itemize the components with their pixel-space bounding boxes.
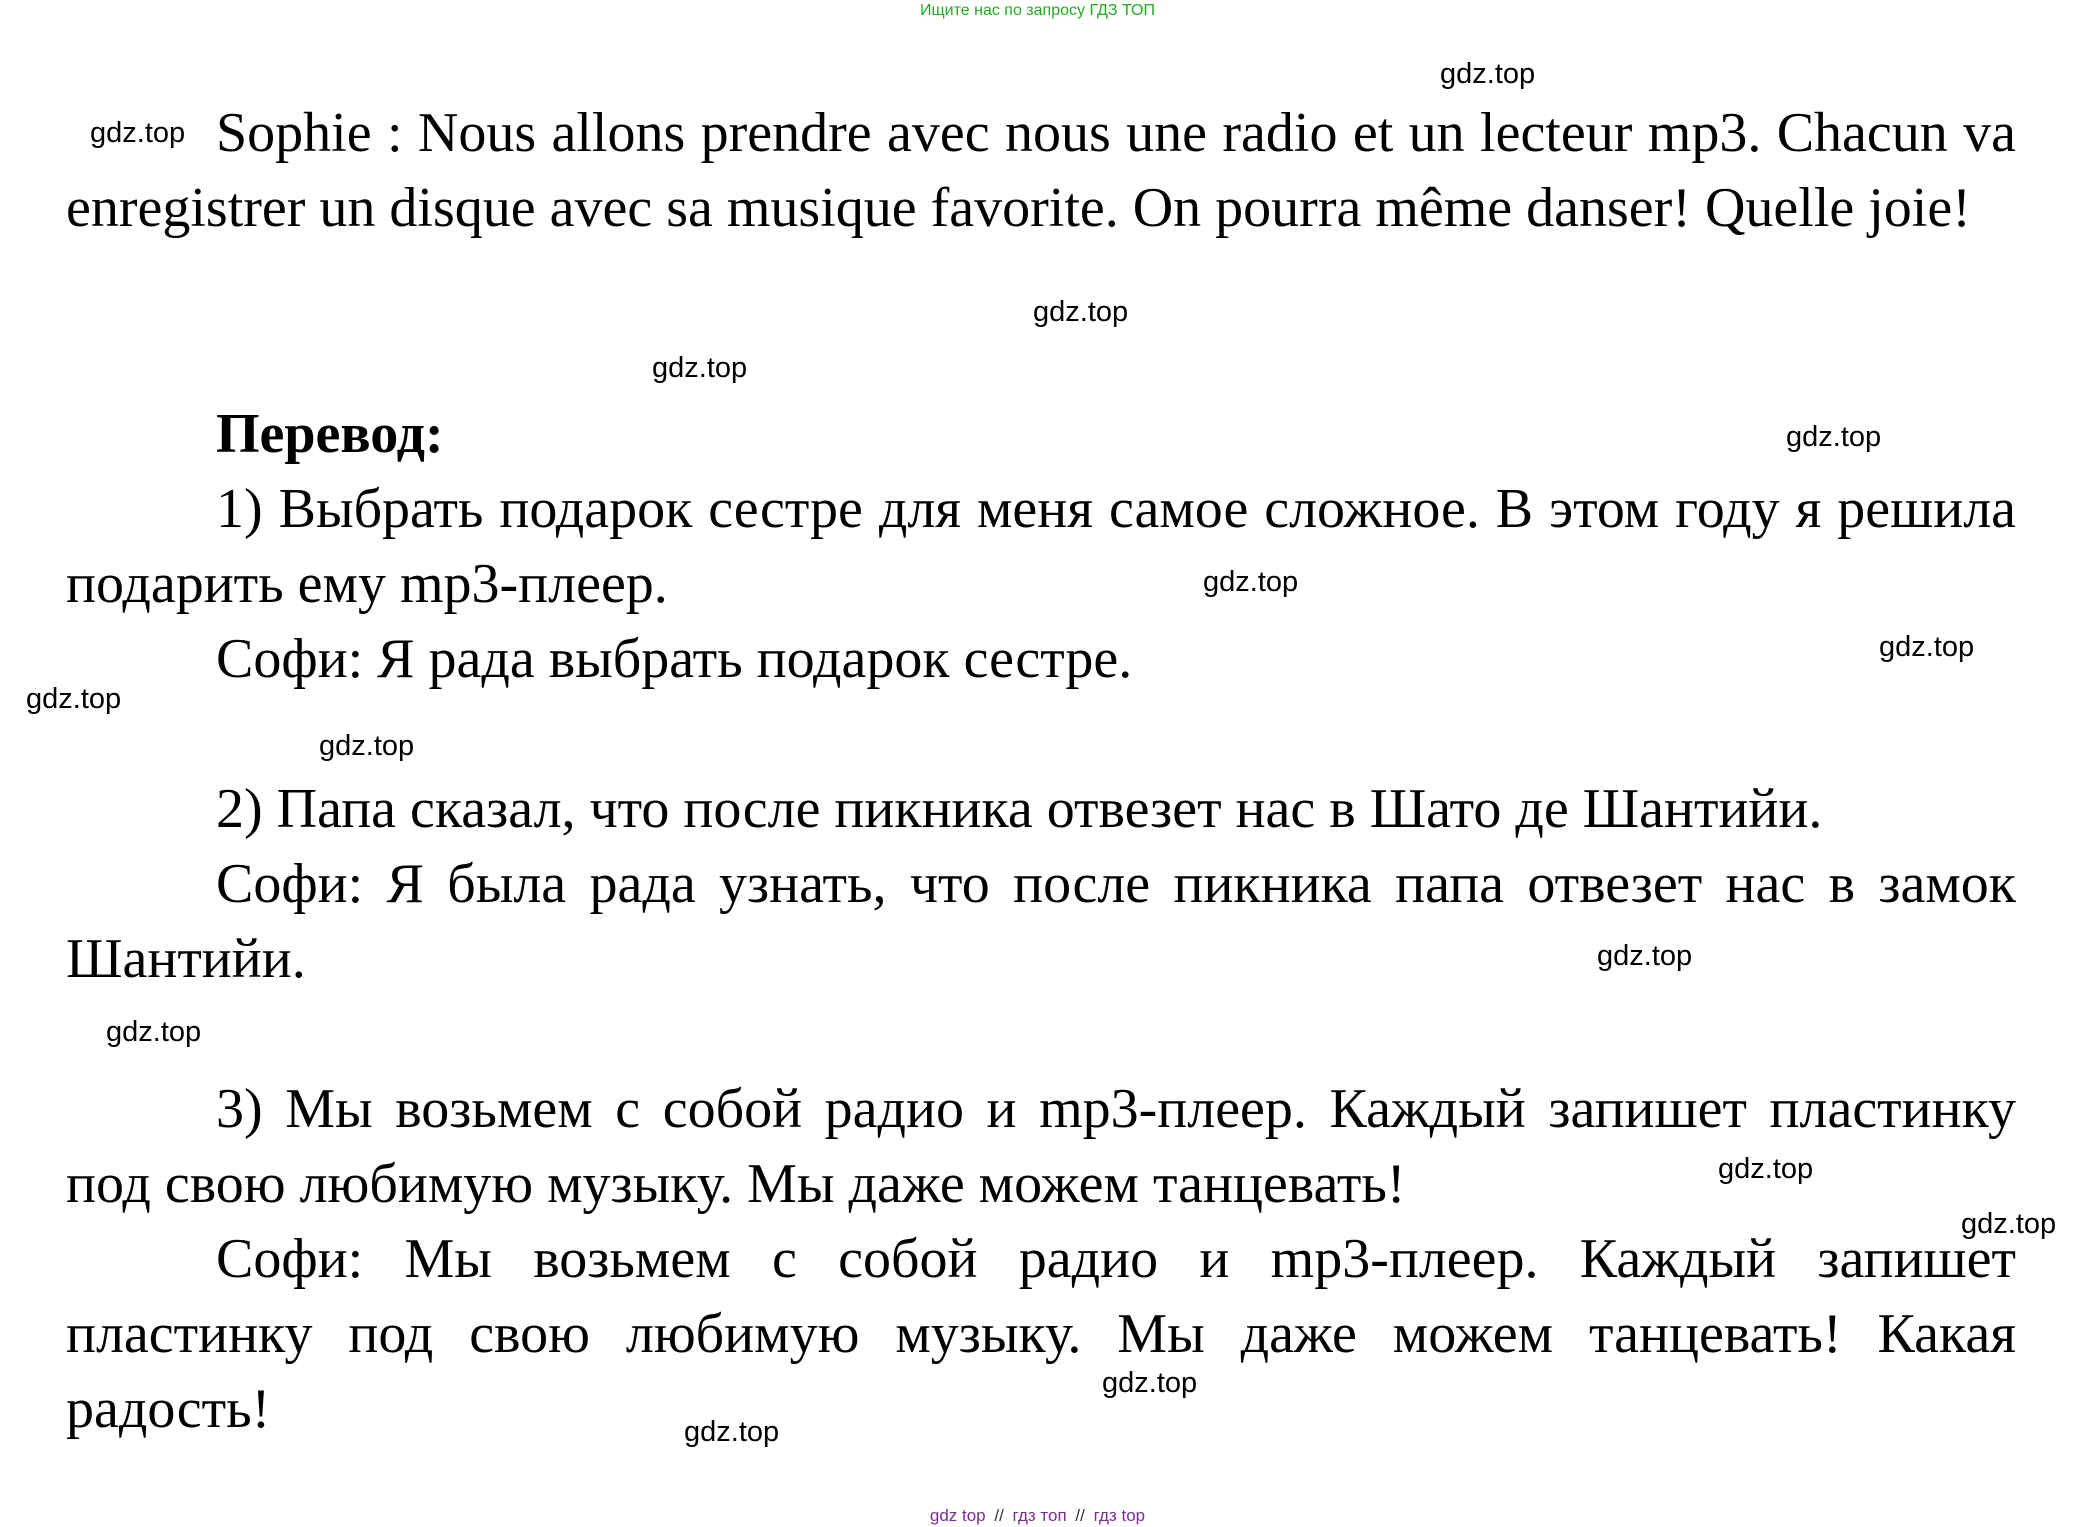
watermark: gdz.top [1961,1208,2057,1240]
watermark: gdz.top [1879,631,1975,663]
footer-link[interactable]: гдз top [1093,1506,1146,1525]
item-1-response: Софи: Я рада выбрать подарок сестре. [216,628,1133,690]
watermark: gdz.top [684,1416,780,1448]
item-3-response: Софи: Мы возьмем с собой радио и mp3-плеер. Каждый запишет пластинку под свою любимую музыку. Мы даже можем танцевать! Какая радость! [66,1228,2016,1440]
footer-link[interactable]: gdz top [929,1506,986,1525]
footer-separator: // [994,1506,1004,1525]
watermark: gdz.top [1718,1153,1814,1185]
watermark: gdz.top [652,352,748,384]
watermark: gdz.top [1203,566,1299,598]
footer-links [0,1505,2075,1527]
search-banner: Ищите нас по запросу ГДЗ ТОП [920,2,1155,19]
item-3-statement: 3) Мы возьмем с собой радио и mp3-плеер. Каждый запишет пластинку под свою любимую музыку. Мы даже можем танцевать! [66,1078,2016,1215]
watermark: gdz.top [319,730,415,762]
translation-heading: Перевод: [216,403,444,465]
watermark: gdz.top [90,117,186,149]
item-2-statement: 2) Папа сказал, что после пикника отвезет нас в Шато де Шантийи. [216,778,1823,840]
watermark: gdz.top [26,683,122,715]
watermark: gdz.top [1597,940,1693,972]
item-1-statement: 1) Выбрать подарок сестре для меня самое сложное. В этом году я решила подарить ему mp3-плеер. [66,478,2016,615]
watermark: gdz.top [1786,421,1882,453]
item-2-response: Софи: Я была рада узнать, что после пикника папа отвезет нас в замок Шантийи. [66,853,2016,990]
watermark: gdz.top [1440,58,1536,90]
watermark: gdz.top [106,1016,202,1048]
watermark: gdz.top [1102,1367,1198,1399]
french-paragraph: Sophie : Nous allons prendre avec nous une radio et un lecteur mp3. Chacun va enregistrer un disque avec sa musique favorite. On pourra même danser! Quelle joie! [66,102,2016,239]
footer-link[interactable]: гдз топ [1012,1506,1067,1525]
watermark: gdz.top [1033,296,1129,328]
footer-separator: // [1075,1506,1085,1525]
